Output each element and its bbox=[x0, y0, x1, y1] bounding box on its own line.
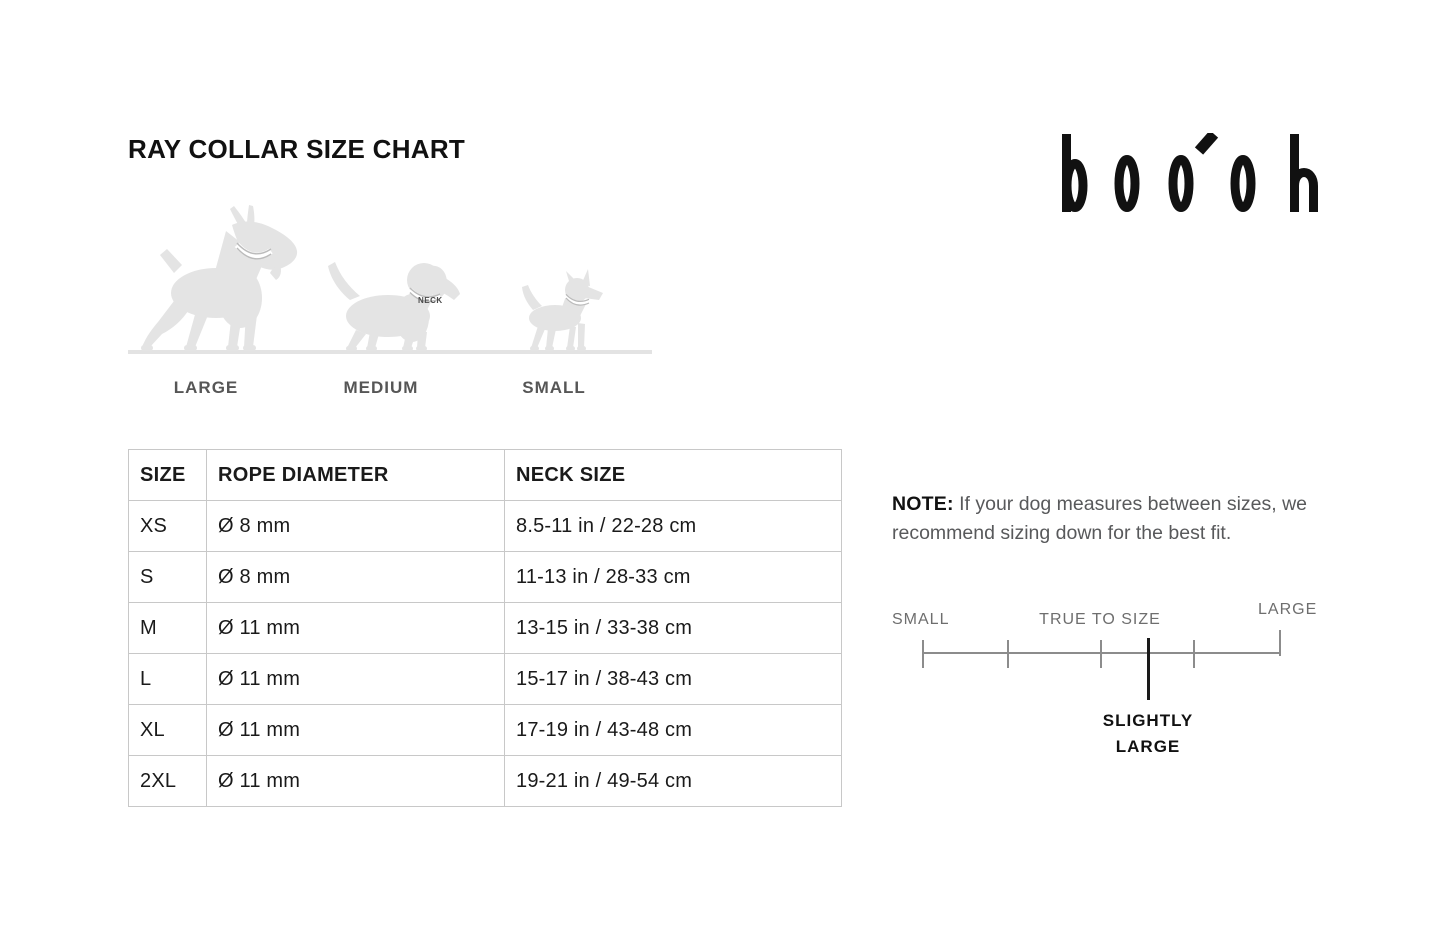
fit-scale bbox=[892, 600, 1322, 770]
cell-size: XL bbox=[129, 705, 207, 756]
fit-marker-label: SLIGHTLY LARGE bbox=[1102, 711, 1194, 756]
cell-diameter: Ø 11 mm bbox=[207, 756, 505, 807]
fit-scale-tick bbox=[1279, 630, 1281, 656]
logo-accent-mark bbox=[1199, 134, 1214, 151]
cell-size: 2XL bbox=[129, 756, 207, 807]
cell-neck: 11-13 in / 28-33 cm bbox=[505, 552, 842, 603]
fit-position-marker bbox=[1147, 638, 1150, 700]
fit-scale-tick bbox=[922, 640, 924, 668]
fit-scale-tick bbox=[1100, 640, 1102, 668]
cell-size: M bbox=[129, 603, 207, 654]
cell-neck: 17-19 in / 43-48 cm bbox=[505, 705, 842, 756]
table-row bbox=[129, 501, 842, 552]
col-header-size: SIZE bbox=[129, 450, 207, 501]
fit-scale-label-true-to-size: TRUE TO SIZE bbox=[1039, 611, 1161, 628]
size-table bbox=[128, 449, 842, 807]
small-dog-silhouette bbox=[510, 266, 620, 353]
sizing-note bbox=[892, 490, 1342, 548]
cell-diameter: Ø 11 mm bbox=[207, 705, 505, 756]
cell-size: XS bbox=[129, 501, 207, 552]
page-title: RAY COLLAR SIZE CHART bbox=[128, 134, 466, 164]
fit-scale-label-small: SMALL bbox=[892, 611, 950, 628]
brand-logo bbox=[1062, 133, 1318, 215]
table-row bbox=[129, 654, 842, 705]
note-prefix: NOTE: bbox=[892, 493, 954, 515]
cell-neck: 15-17 in / 38-43 cm bbox=[505, 654, 842, 705]
dog-size-label-large: LARGE bbox=[173, 378, 239, 397]
cell-neck: 19-21 in / 49-54 cm bbox=[505, 756, 842, 807]
fit-scale-label-large: LARGE bbox=[1258, 601, 1318, 618]
large-dog-silhouette bbox=[140, 203, 310, 353]
cell-diameter: Ø 11 mm bbox=[207, 603, 505, 654]
table-row bbox=[129, 756, 842, 807]
col-header-rope-diameter: ROPE DIAMETER bbox=[207, 450, 505, 501]
cell-diameter: Ø 8 mm bbox=[207, 552, 505, 603]
cell-neck: 8.5-11 in / 22-28 cm bbox=[505, 501, 842, 552]
note-text: If your dog measures between sizes, we recommend sizing down for the best fit. bbox=[892, 493, 1308, 544]
brand-logo-graphic bbox=[1062, 133, 1318, 215]
dog-size-label-small: SMALL bbox=[522, 378, 586, 397]
fit-scale-tick bbox=[1193, 640, 1195, 668]
table-row bbox=[129, 552, 842, 603]
dog-size-label-medium: MEDIUM bbox=[343, 378, 419, 397]
size-table-header-row bbox=[129, 450, 842, 501]
table-row bbox=[129, 705, 842, 756]
medium-dog-silhouette bbox=[320, 250, 470, 352]
cell-neck: 13-15 in / 33-38 cm bbox=[505, 603, 842, 654]
cell-diameter: Ø 11 mm bbox=[207, 654, 505, 705]
fit-scale-tick bbox=[1007, 640, 1009, 668]
col-header-neck-size: NECK SIZE bbox=[505, 450, 842, 501]
cell-size: S bbox=[129, 552, 207, 603]
cell-size: L bbox=[129, 654, 207, 705]
table-row bbox=[129, 603, 842, 654]
cell-diameter: Ø 8 mm bbox=[207, 501, 505, 552]
neck-callout-label: NECK bbox=[418, 296, 443, 305]
